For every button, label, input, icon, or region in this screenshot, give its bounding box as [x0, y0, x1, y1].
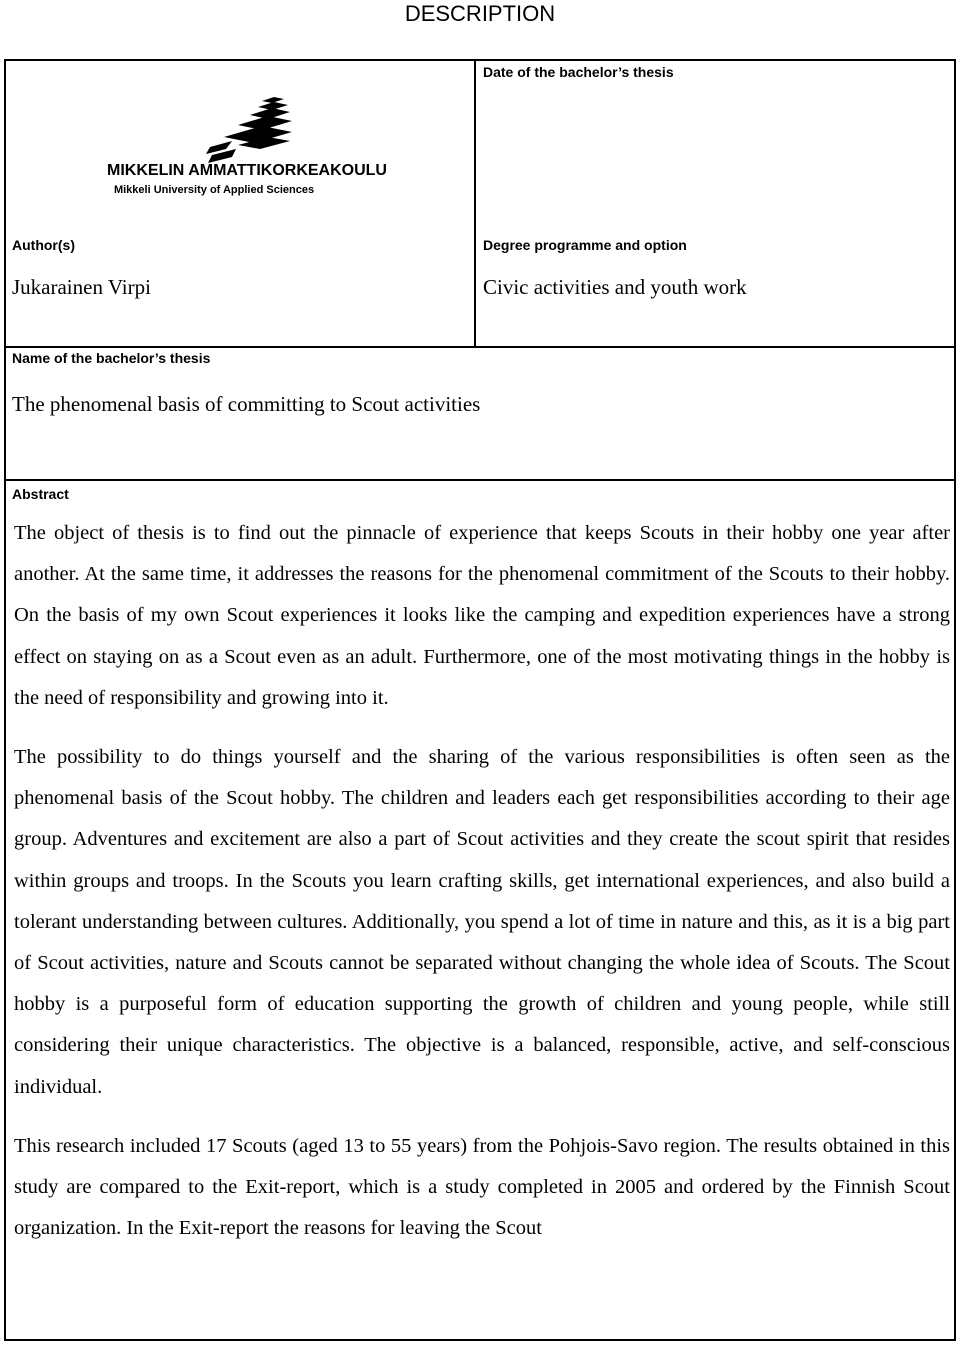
svg-text:Mikkeli University of Applied: Mikkeli University of Applied Sciences — [113, 184, 315, 196]
thesis-name-label: Name of the bachelor’s thesis — [12, 350, 211, 366]
author-label: Author(s) — [12, 237, 75, 253]
column-divider — [474, 61, 476, 347]
abstract-paragraph: The possibility to do things yourself and the sharing of the various responsibilities is often seen as the phenomenal basis of the Scout hobby. The children and leaders each get responsibilities according to their age group. Adventures and excitement are also a part of Scout activities and they create the scout spirit that resides within groups and troops. In the Scouts you learn crafting skills, get international experiences, and also build a tolerant understanding between cultures. Additionally, you spend a lot of time in nature and this, as it is a big part of Scout activities, nature and Scouts cannot be separated without changing the whole idea of Scouts. The Scout hobby is a purposeful form of education supporting the growth of children and young people, while still considering their unique characteristics. The objective is a balanced, responsible, active, and self-conscious individual. — [14, 746, 950, 1098]
abstract-paragraph: This research included 17 Scouts (aged 13 to 55 years) from the Pohjois-Savo region. The results obtained in this study are compared to the Exit-report, which is a study completed in 2005 and ordered by the Finnish Scout organization. In the Exit-report the reasons for leaving the Scout — [14, 1134, 950, 1240]
page-title: DESCRIPTION — [404, 1, 556, 26]
university-logo — [107, 95, 387, 199]
row-divider — [6, 479, 954, 481]
university-emblem-icon — [107, 95, 387, 199]
thesis-name-value: The phenomenal basis of committing to Scout activities — [12, 392, 481, 416]
degree-value: Civic activities and youth work — [483, 275, 747, 299]
svg-text:MIKKELIN AMMATTIKORKEAKOULU: MIKKELIN AMMATTIKORKEAKOULU — [107, 162, 387, 179]
date-label: Date of the bachelor’s thesis — [483, 64, 674, 80]
abstract-body — [14, 513, 950, 1267]
row-divider — [6, 346, 954, 348]
thesis-description-form — [4, 59, 956, 1341]
abstract-paragraph: The object of thesis is to find out the pinnacle of experience that keeps Scouts in their hobby one year after another. At the same time, it addresses the reasons for the phenomenal commitment of the Scouts to their hobby. On the basis of my own Scout experiences it looks like the camping and expedition experiences have a strong effect on staying on as a Scout even as an adult. Furthermore, one of the most motivating things in the hobby is the need of responsibility and growing into it. — [14, 522, 950, 709]
abstract-label: Abstract — [12, 486, 69, 502]
author-value: Jukarainen Virpi — [12, 275, 151, 299]
degree-label: Degree programme and option — [483, 237, 687, 253]
